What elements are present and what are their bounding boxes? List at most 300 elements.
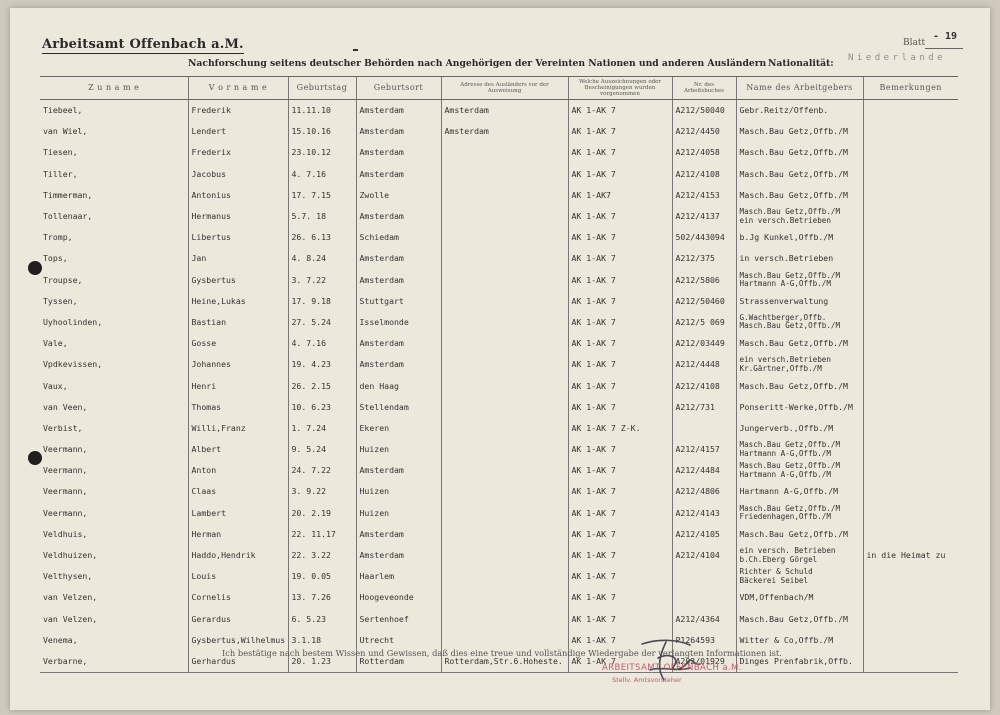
cell-geburtsort: Zwolle — [356, 185, 441, 206]
cell-bescheinigung: AK 1-AK 7 — [568, 164, 672, 185]
cell-bemerkung — [863, 164, 958, 185]
cell-zuname: Tops, — [43, 253, 68, 264]
cell-arbeitgeber-line: Hartmann A-G,Offb./M — [739, 279, 831, 289]
table-row — [40, 248, 958, 269]
cell-nummer: A212/5 069 — [672, 312, 736, 333]
cell-arbeitgeber: Masch.Bau Getz,Offb./M — [736, 333, 863, 354]
cell-zuname: Veermann, — [43, 444, 88, 455]
cell-bemerkung — [863, 587, 958, 608]
cell-bescheinigung: AK 1-AK 7 — [568, 227, 672, 248]
cell-zuname: Verbist, — [43, 422, 83, 433]
cell-zuname: van Velzen, — [43, 613, 98, 624]
cell-nummer: A212/4157 — [672, 439, 736, 460]
cell-bescheinigung: AK 1-AK7 — [568, 185, 672, 206]
cell-geburtsort: Sertenhoef — [356, 609, 441, 630]
table-row — [40, 333, 958, 354]
cell-vorname: Antonius — [188, 185, 288, 206]
table-row — [40, 481, 958, 502]
cell-vorname: Gerhardus — [188, 651, 288, 673]
table-row — [40, 121, 958, 142]
cell-geburtsort: Amsterdam — [356, 333, 441, 354]
cell-arbeitgeber: Masch.Bau Getz,Offb./M — [736, 524, 863, 545]
cell-zuname: Tiesen, — [43, 147, 78, 158]
cell-bescheinigung: AK 1-AK 7 — [568, 566, 672, 587]
cell-bescheinigung: AK 1-AK 7 — [568, 609, 672, 630]
cell-geburtstag: 26. 2.15 — [288, 375, 356, 396]
cell-bescheinigung: AK 1-AK 7 — [568, 121, 672, 142]
cell-bescheinigung: AK 1-AK 7 — [568, 375, 672, 396]
cell-vorname: Herman — [188, 524, 288, 545]
cell-adresse: Amsterdam — [441, 100, 568, 122]
cell-bemerkung — [863, 375, 958, 396]
document-sheet — [10, 8, 990, 710]
cell-bescheinigung: AK 1-AK 7 — [568, 312, 672, 333]
cell-arbeitgeber-line: Hartmann A-G,Offb./M — [739, 448, 831, 458]
cell-nummer — [672, 566, 736, 587]
cell-arbeitgeber: Masch.Bau Getz,Offb./M — [736, 609, 863, 630]
cell-bemerkung — [863, 460, 958, 481]
cell-vorname: Libertus — [188, 227, 288, 248]
cell-geburtstag: 4. 8.24 — [288, 248, 356, 269]
cell-bemerkung — [863, 312, 958, 333]
cell-bescheinigung: AK 1-AK 7 — [568, 439, 672, 460]
cell-geburtstag: 9. 5.24 — [288, 439, 356, 460]
cell-geburtstag: 6. 5.23 — [288, 609, 356, 630]
nationality-label: Nationalität: — [768, 58, 834, 69]
cell-arbeitgeber: in versch.Betrieben — [736, 248, 863, 269]
cell-nummer: A212/4484 — [672, 460, 736, 481]
cell-geburtstag: 11.11.10 — [288, 100, 356, 122]
table-row — [40, 439, 958, 460]
cell-bescheinigung: AK 1-AK 7 — [568, 333, 672, 354]
table-row — [40, 142, 958, 163]
cell-arbeitgeber-line: G.Wachtberger,Offb. — [739, 312, 827, 322]
cell-bescheinigung: AK 1-AK 7 — [568, 291, 672, 312]
cell-adresse — [441, 503, 568, 524]
cell-arbeitgeber-line: Bäckerei Seibel — [739, 575, 809, 585]
cell-nummer: A212/4137 — [672, 206, 736, 227]
sheet-number: - 19 — [933, 31, 958, 42]
cell-geburtstag: 5.7. 18 — [288, 206, 356, 227]
cell-geburtstag: 22. 3.22 — [288, 545, 356, 566]
cell-arbeitgeber — [736, 460, 863, 481]
cell-vorname: Gysbertus,Wilhelmus — [188, 630, 288, 651]
cell-zuname: Veermann, — [43, 465, 88, 476]
cell-nummer: A212/375 — [672, 248, 736, 269]
cell-zuname: van Velzen, — [43, 592, 98, 603]
col-header-geburtstag: Geburtstag — [288, 77, 356, 100]
table-row — [40, 206, 958, 227]
cell-arbeitgeber: Masch.Bau Getz,Offb./M — [736, 164, 863, 185]
cell-bemerkung — [863, 354, 958, 375]
cell-arbeitgeber: Hartmann A-G,Offb./M — [736, 481, 863, 502]
cell-geburtstag: 17. 9.18 — [288, 291, 356, 312]
cell-arbeitgeber: Gebr.Reitz/Offenb. — [736, 100, 863, 122]
cell-nummer: 502/443094 — [672, 227, 736, 248]
cell-geburtstag: 19. 0.05 — [288, 566, 356, 587]
cell-zuname: Timmerman, — [43, 189, 93, 200]
cell-bemerkung — [863, 609, 958, 630]
cell-zuname: Troupse, — [43, 274, 83, 285]
cell-bescheinigung: AK 1-AK 7 — [568, 545, 672, 566]
cell-arbeitgeber-line: Masch.Bau Getz,Offb./M — [739, 207, 841, 217]
col-header-vorname: V o r n a m e — [188, 77, 288, 100]
cell-arbeitgeber: Masch.Bau Getz,Offb./M — [736, 375, 863, 396]
cell-arbeitgeber: Masch.Bau Getz,Offb./M — [736, 142, 863, 163]
cell-nummer: A212/4153 — [672, 185, 736, 206]
cell-adresse — [441, 312, 568, 333]
sheet-label: Blatt — [903, 38, 926, 48]
cell-bemerkung — [863, 333, 958, 354]
table-row — [40, 524, 958, 545]
cell-zuname: Tollenaar, — [43, 211, 93, 222]
cell-zuname: Tiebeel, — [43, 105, 83, 116]
cell-adresse — [441, 587, 568, 608]
cell-geburtsort: Huizen — [356, 481, 441, 502]
cell-vorname: Jan — [188, 248, 288, 269]
cell-zuname: Vaux, — [43, 380, 68, 391]
cell-vorname: Johannes — [188, 354, 288, 375]
cell-arbeitgeber: VDM,Offenbach/M — [736, 587, 863, 608]
cell-geburtstag: 4. 7.16 — [288, 333, 356, 354]
cell-arbeitgeber: Masch.Bau Getz,Offb./M — [736, 185, 863, 206]
cell-nummer: A212/4450 — [672, 121, 736, 142]
cell-adresse — [441, 609, 568, 630]
cell-zuname: van Veen, — [43, 401, 88, 412]
cell-adresse — [441, 460, 568, 481]
cell-zuname: Veermann, — [43, 486, 88, 497]
cell-nummer: A212/5806 — [672, 270, 736, 291]
cell-bemerkung — [863, 439, 958, 460]
table-row — [40, 587, 958, 608]
cell-geburtsort: Amsterdam — [356, 164, 441, 185]
cell-vorname: Heine,Lukas — [188, 291, 288, 312]
cell-bemerkung — [863, 291, 958, 312]
cell-zuname: Tyssen, — [43, 295, 78, 306]
cell-adresse — [441, 333, 568, 354]
cell-arbeitgeber — [736, 270, 863, 291]
cell-bemerkung — [863, 206, 958, 227]
cell-vorname: Anton — [188, 460, 288, 481]
cell-geburtsort: Amsterdam — [356, 100, 441, 122]
cell-bemerkung — [863, 142, 958, 163]
cell-geburtsort: Utrecht — [356, 630, 441, 651]
cell-arbeitgeber-line: Masch.Bau Getz,Offb./M — [739, 270, 841, 280]
cell-geburtsort: Haarlem — [356, 566, 441, 587]
cell-adresse: Amsterdam — [441, 121, 568, 142]
cell-geburtstag: 22. 11.17 — [288, 524, 356, 545]
cell-bescheinigung: AK 1-AK 7 — [568, 270, 672, 291]
cell-nummer: P1264593 — [672, 630, 736, 651]
table-row — [40, 227, 958, 248]
cell-vorname: Frederik — [188, 100, 288, 122]
cell-adresse — [441, 545, 568, 566]
cell-adresse: Rotterdam,Str.6.Hoheste. — [441, 651, 568, 673]
table-row — [40, 100, 958, 122]
table-row — [40, 354, 958, 375]
cell-nummer: A212/4108 — [672, 164, 736, 185]
table-row — [40, 418, 958, 439]
cell-arbeitgeber: Strassenverwaltung — [736, 291, 863, 312]
cell-arbeitgeber — [736, 206, 863, 227]
cell-geburtsort: Huizen — [356, 503, 441, 524]
cell-geburtsort: Amsterdam — [356, 142, 441, 163]
cell-adresse — [441, 270, 568, 291]
cell-zuname: Tromp, — [43, 232, 73, 243]
cell-geburtsort: Ekeren — [356, 418, 441, 439]
cell-bescheinigung: AK 1-AK 7 — [568, 630, 672, 651]
cell-adresse — [441, 481, 568, 502]
table-row — [40, 545, 958, 566]
cell-bescheinigung: AK 1-AK 7 — [568, 248, 672, 269]
cell-adresse — [441, 418, 568, 439]
col-header-geburtsort: Geburtsort — [356, 77, 441, 100]
cell-geburtsort: Amsterdam — [356, 206, 441, 227]
cell-geburtstag: 15.10.16 — [288, 121, 356, 142]
cell-nummer: A212/4104 — [672, 545, 736, 566]
cell-arbeitgeber: Masch.Bau Getz,Offb./M — [736, 121, 863, 142]
cell-bemerkung — [863, 227, 958, 248]
cell-bescheinigung: AK 1-AK 7 — [568, 142, 672, 163]
cell-nummer: A212/50460 — [672, 291, 736, 312]
cell-arbeitgeber: Dinges Prenfabrik,Offb. — [736, 651, 863, 673]
cell-vorname: Bastian — [188, 312, 288, 333]
table-body — [40, 100, 958, 673]
cell-bescheinigung: AK 1-AK 7 — [568, 206, 672, 227]
cell-vorname: Gysbertus — [188, 270, 288, 291]
cell-nummer: A212/4364 — [672, 609, 736, 630]
cell-bescheinigung: AK 1-AK 7 — [568, 587, 672, 608]
cell-geburtstag: 24. 7.22 — [288, 460, 356, 481]
cell-geburtstag: 3. 7.22 — [288, 270, 356, 291]
cell-zuname: Veldhuizen, — [43, 550, 98, 561]
cell-bemerkung — [863, 418, 958, 439]
cell-arbeitgeber-line: ein versch. Betrieben — [739, 546, 836, 556]
header-mark — [353, 49, 358, 51]
cell-adresse — [441, 566, 568, 587]
cell-bescheinigung: AK 1-AK 7 — [568, 503, 672, 524]
cell-adresse — [441, 206, 568, 227]
cell-nummer: A212/4108 — [672, 375, 736, 396]
cell-vorname: Claas — [188, 481, 288, 502]
cell-geburtsort: Isselmonde — [356, 312, 441, 333]
cell-arbeitgeber-line: Masch.Bau Getz,Offb./M — [739, 503, 841, 513]
cell-arbeitgeber-line: ein versch.Betrieben — [739, 215, 831, 225]
cell-nummer — [672, 418, 736, 439]
table-row — [40, 312, 958, 333]
cell-bescheinigung: AK 1-AK 7 — [568, 397, 672, 418]
cell-vorname: Gosse — [188, 333, 288, 354]
cell-arbeitgeber — [736, 566, 863, 587]
cell-bemerkung — [863, 248, 958, 269]
cell-nummer: A212/03449 — [672, 333, 736, 354]
cell-adresse — [441, 185, 568, 206]
cell-bescheinigung: AK 1-AK 7 — [568, 651, 672, 673]
cell-nummer: A212/731 — [672, 397, 736, 418]
table-row — [40, 270, 958, 291]
cell-bemerkung — [863, 651, 958, 673]
confirmation-statement: Ich bestätige nach bestem Wissen und Gewissen, daß dies eine treue und vollständige Wiedergabe der verlangten Informationen ist. — [222, 648, 782, 658]
cell-arbeitgeber: Jungerverb.,Offb./M — [736, 418, 863, 439]
office-stamp — [602, 663, 742, 684]
table-row — [40, 291, 958, 312]
cell-vorname: Louis — [188, 566, 288, 587]
cell-geburtstag: 3. 9.22 — [288, 481, 356, 502]
cell-zuname: Veldhuis, — [43, 528, 88, 539]
cell-geburtsort: Stellendam — [356, 397, 441, 418]
cell-geburtstag: 20. 2.19 — [288, 503, 356, 524]
cell-geburtsort: Schiedam — [356, 227, 441, 248]
cell-bescheinigung: AK 1-AK 7 Z-K. — [568, 418, 672, 439]
cell-vorname: Haddo,Hendrik — [188, 545, 288, 566]
col-header-zuname: Z u n a m e — [40, 77, 188, 100]
cell-arbeitgeber-line: Kr.Gärtner,Offb./M — [739, 363, 822, 373]
cell-zuname: Tiller, — [43, 168, 78, 179]
cell-nummer: A212/4806 — [672, 481, 736, 502]
cell-nummer: A212/50040 — [672, 100, 736, 122]
cell-arbeitgeber-line: Richter & Schuld — [739, 567, 813, 577]
table-header-row — [40, 77, 958, 100]
cell-vorname: Gerardus — [188, 609, 288, 630]
cell-arbeitgeber: b.Jg Kunkel,Offb./M — [736, 227, 863, 248]
table-row — [40, 397, 958, 418]
cell-zuname: van Wiel, — [43, 126, 88, 137]
cell-bemerkung — [863, 121, 958, 142]
cell-geburtstag: 13. 7.26 — [288, 587, 356, 608]
cell-nummer — [672, 587, 736, 608]
cell-geburtstag: 1. 7.24 — [288, 418, 356, 439]
cell-arbeitgeber — [736, 354, 863, 375]
cell-arbeitgeber — [736, 439, 863, 460]
cell-zuname: Uyhoolinden, — [43, 316, 103, 327]
cell-geburtstag: 10. 6.23 — [288, 397, 356, 418]
col-header-adresse: Adresse des Ausländers vor der Ausweisung — [441, 77, 568, 100]
cell-arbeitgeber-line: b.Ch.Eberg Görgel — [739, 554, 818, 564]
cell-bemerkung — [863, 185, 958, 206]
cell-nummer: A212/4105 — [672, 524, 736, 545]
cell-vorname: Hermanus — [188, 206, 288, 227]
cell-adresse — [441, 227, 568, 248]
col-header-arbeitgeber: Name des Arbeitgebers — [736, 77, 863, 100]
cell-vorname: Henri — [188, 375, 288, 396]
document-subtitle: Nachforschung seitens deutscher Behörden nach Angehörigen der Vereinten Nationen und anderen Ausländern — [188, 58, 767, 69]
cell-geburtsort: Hoogeveonde — [356, 587, 441, 608]
table-row — [40, 375, 958, 396]
col-header-bescheinigung: Welche Auszeichnungen oder Bescheinigungen wurden vorgenommen — [568, 77, 672, 100]
cell-adresse — [441, 248, 568, 269]
cell-vorname: Albert — [188, 439, 288, 460]
cell-arbeitgeber — [736, 503, 863, 524]
cell-geburtstag: 27. 5.24 — [288, 312, 356, 333]
cell-adresse — [441, 524, 568, 545]
cell-arbeitgeber-line: Friedenhagen,Offb./M — [739, 512, 831, 522]
cell-geburtsort: Rotterdam — [356, 651, 441, 673]
cell-geburtsort: Amsterdam — [356, 248, 441, 269]
cell-arbeitgeber: Ponseritt-Werke,Offb./M — [736, 397, 863, 418]
cell-vorname: Frederix — [188, 142, 288, 163]
cell-zuname: Vpdkevissen, — [43, 359, 103, 370]
stamp-line-1: ARBEITSAMT OFFENBACH a.M. — [602, 663, 742, 673]
cell-geburtsort: den Haag — [356, 375, 441, 396]
table-row — [40, 566, 958, 587]
cell-vorname: Cornelis — [188, 587, 288, 608]
cell-geburtsort: Amsterdam — [356, 524, 441, 545]
cell-geburtsort: Amsterdam — [356, 354, 441, 375]
cell-vorname: Jacobus — [188, 164, 288, 185]
cell-bemerkung: in die Heimat zu — [863, 545, 958, 566]
cell-bemerkung — [863, 503, 958, 524]
table-row — [40, 460, 958, 481]
cell-bemerkung — [863, 566, 958, 587]
cell-arbeitgeber-line: Masch.Bau Getz,Offb./M — [739, 461, 841, 471]
office-title: Arbeitsamt Offenbach a.M. — [42, 37, 244, 52]
cell-zuname: Verbarne, — [40, 651, 188, 673]
stamp-line-2: Stellv. Amtsvorsteher — [612, 676, 682, 684]
cell-arbeitgeber-line: Masch.Bau Getz,Offb./M — [739, 321, 841, 331]
table-row — [40, 164, 958, 185]
cell-zuname: Veermann, — [43, 507, 88, 518]
cell-bemerkung — [863, 481, 958, 502]
cell-bemerkung — [863, 270, 958, 291]
cell-adresse — [441, 439, 568, 460]
cell-geburtsort: Amsterdam — [356, 545, 441, 566]
cell-arbeitgeber-line: Masch.Bau Getz,Offb./M — [739, 440, 841, 450]
cell-adresse — [441, 291, 568, 312]
cell-bescheinigung: AK 1-AK 7 — [568, 481, 672, 502]
cell-arbeitgeber-line: ein versch.Betrieben — [739, 355, 831, 365]
cell-vorname: Lambert — [188, 503, 288, 524]
cell-adresse — [441, 142, 568, 163]
cell-vorname: Lendert — [188, 121, 288, 142]
table-row — [40, 609, 958, 630]
cell-vorname: Thomas — [188, 397, 288, 418]
cell-geburtsort: Amsterdam — [356, 121, 441, 142]
cell-adresse — [441, 397, 568, 418]
table-row — [40, 185, 958, 206]
cell-geburtstag: 26. 6.13 — [288, 227, 356, 248]
table-row — [40, 503, 958, 524]
cell-bemerkung — [863, 524, 958, 545]
cell-bescheinigung: AK 1-AK 7 — [568, 460, 672, 481]
cell-nummer: A212/4058 — [672, 142, 736, 163]
register-table — [40, 76, 958, 673]
cell-geburtsort: Stuttgart — [356, 291, 441, 312]
cell-geburtstag: 4. 7.16 — [288, 164, 356, 185]
cell-geburtstag: 23.10.12 — [288, 142, 356, 163]
cell-bemerkung — [863, 100, 958, 122]
cell-zuname: Vale, — [43, 338, 68, 349]
cell-geburtstag: 20. 1.23 — [288, 651, 356, 673]
col-header-bemerkungen: Bemerkungen — [863, 77, 958, 100]
cell-zuname: Velthysen, — [43, 571, 93, 582]
col-header-nummer: Nr. des Arbeitsbuches — [672, 77, 736, 100]
cell-adresse — [441, 164, 568, 185]
cell-bescheinigung: AK 1-AK 7 — [568, 524, 672, 545]
cell-geburtsort: Amsterdam — [356, 270, 441, 291]
cell-adresse — [441, 375, 568, 396]
cell-geburtsort: Amsterdam — [356, 460, 441, 481]
cell-bemerkung — [863, 397, 958, 418]
cell-nummer: A212/4143 — [672, 503, 736, 524]
cell-bemerkung — [863, 630, 958, 651]
cell-arbeitgeber-line: Hartmann A-G,Offb./M — [739, 469, 831, 479]
cell-nummer: A212/4448 — [672, 354, 736, 375]
cell-bescheinigung: AK 1-AK 7 — [568, 100, 672, 122]
sheet-underline — [925, 48, 963, 49]
cell-arbeitgeber: Witter & Co,Offb./M — [736, 630, 863, 651]
cell-geburtstag: 19. 4.23 — [288, 354, 356, 375]
cell-bescheinigung: AK 1-AK 7 — [568, 354, 672, 375]
